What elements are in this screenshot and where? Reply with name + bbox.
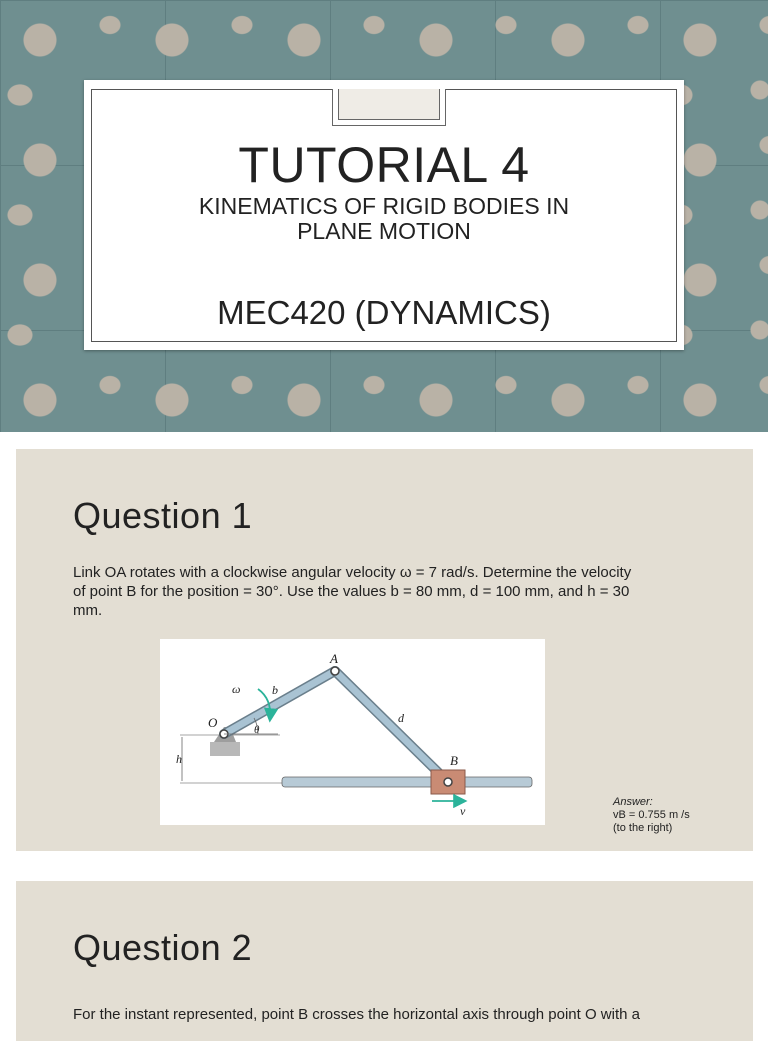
title-card [84,80,684,350]
linkage-figure [160,639,545,825]
tutorial-title: TUTORIAL 4 [238,137,530,193]
label-b-length: b [272,683,278,697]
label-o: O [208,715,218,730]
title-tab-decoration [332,89,446,126]
cover-slide [0,0,768,432]
tutorial-subtitle: KINEMATICS OF RIGID BODIES IN PLANE MOTION [198,193,570,244]
question-1-slide [16,449,753,851]
label-v: v [460,804,466,818]
answer-note: (to the right) [613,822,673,834]
label-omega: ω [232,682,241,696]
link-oa [224,671,335,734]
label-h: h [176,752,182,766]
answer-box [613,796,690,835]
question-1-heading: Question 1 [73,495,253,536]
question-1-text: Link OA rotates with a clockwise angular velocity ω = 7 rad/s. Determine the velocity of point B for the position = 30°. Use the values b = 80 mm, d = 100 mm, and h = 30 mm. [73,564,632,619]
question-2-heading: Question 2 [73,927,253,968]
label-theta: θ [254,724,260,736]
ground-block [210,742,240,756]
pin-b [444,778,452,786]
question-2-text: For the instant represented, point B crosses the horizontal axis through point O with a [73,1006,640,1023]
linkage-diagram [160,639,545,825]
course-title: MEC420 (DYNAMICS) [217,294,551,331]
label-d: d [398,711,404,725]
label-b-point: B [450,753,458,768]
answer-value: vB = 0.755 m /s [613,809,690,821]
slider-rail [282,777,532,787]
link-ab [335,671,448,782]
question-2-slide [16,881,753,1041]
answer-label: Answer: [613,796,653,808]
title-frame [91,89,677,342]
pin-a [331,667,339,675]
label-a: A [330,651,338,666]
